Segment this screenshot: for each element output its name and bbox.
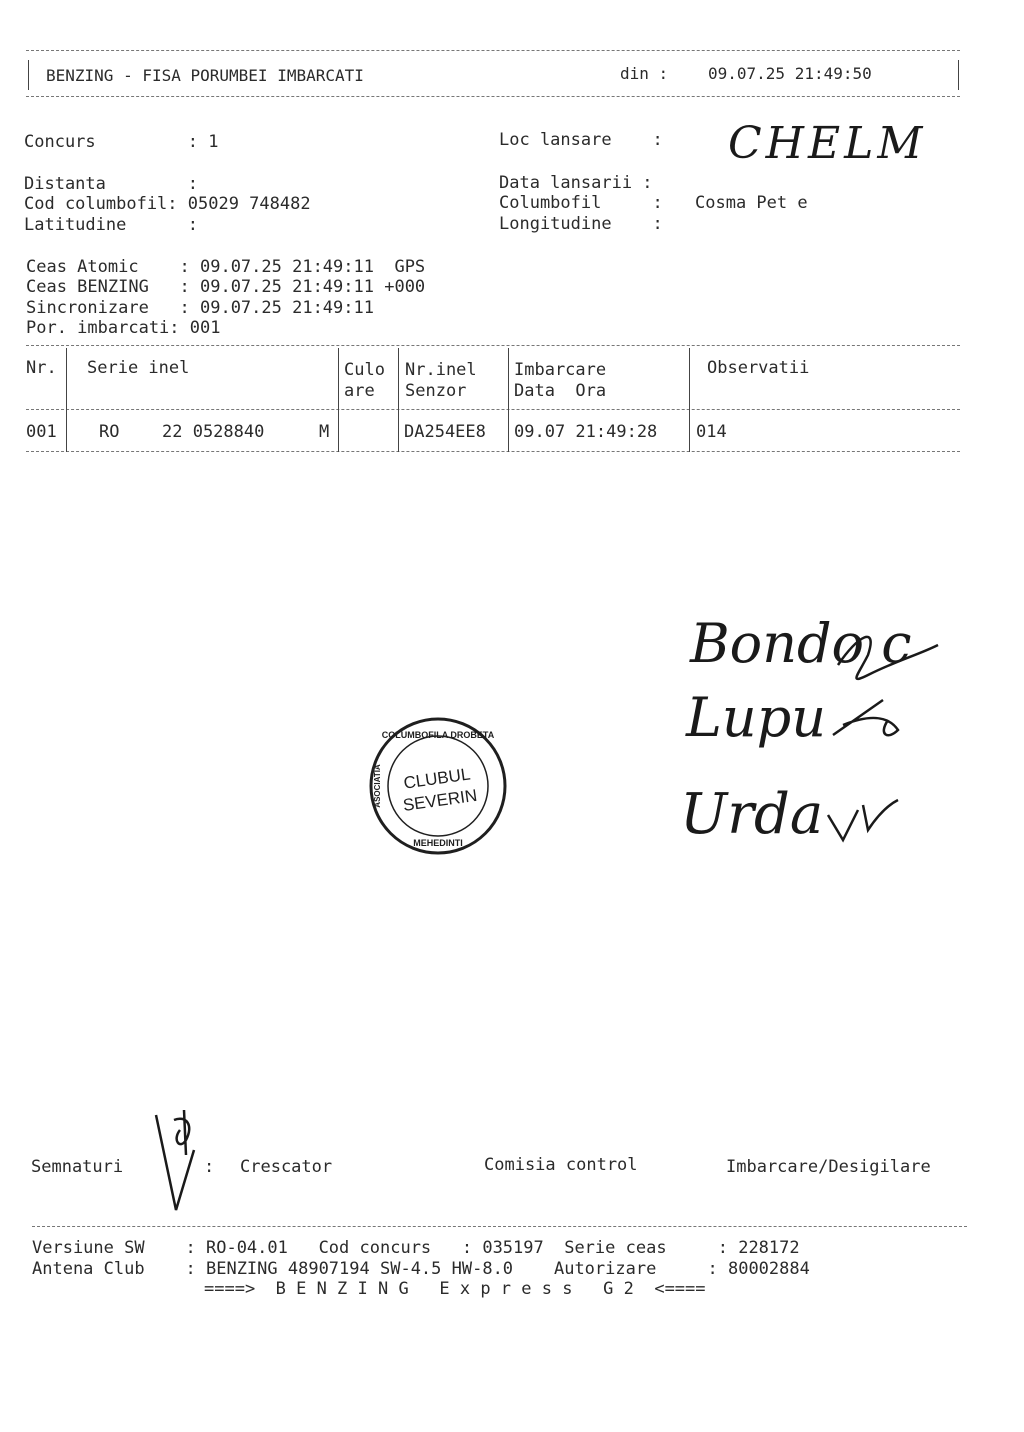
ceas-benzing-field: Ceas BENZING : 09.07.25 21:49:11 +000 bbox=[26, 277, 426, 297]
cod-columbofil-field: Cod columbofil: 05029 748482 bbox=[24, 194, 311, 214]
col-divider bbox=[689, 348, 690, 452]
por-imbarcati-field: Por. imbarcati: 001 bbox=[26, 318, 221, 338]
header-bottom-border bbox=[26, 96, 960, 97]
col-header-nrinel: Nr.inel bbox=[405, 360, 477, 380]
footer-line-2: Antena Club : BENZING 48907194 SW-4.5 HW-8.0 Autorizare : 80002884 bbox=[32, 1259, 810, 1279]
cell-nr: 001 bbox=[26, 422, 57, 442]
distanta-field: Distanta : bbox=[24, 174, 198, 194]
columbofil-value: Cosma Pet e bbox=[695, 193, 808, 213]
footer-line-1: Versiune SW : RO-04.01 Cod concurs : 035197 Serie ceas : 228172 bbox=[32, 1238, 800, 1258]
footer-line-3: ====> B E N Z I N G E x p r e s s G 2 <==== bbox=[204, 1279, 706, 1299]
col-header-imbarcare: Imbarcare bbox=[514, 360, 607, 380]
table-bottom-border bbox=[26, 451, 960, 452]
handwritten-loc-lansare: CHELM bbox=[728, 118, 927, 169]
data-lansarii-label: Data lansarii : bbox=[499, 173, 653, 193]
table-top-border bbox=[26, 345, 960, 346]
ceas-atomic-field: Ceas Atomic : 09.07.25 21:49:11 GPS bbox=[26, 257, 426, 277]
stamp-line2: SEVERIN bbox=[401, 785, 479, 815]
cell-observatii: 014 bbox=[696, 422, 727, 442]
din-label: din : bbox=[620, 64, 669, 83]
footer-border bbox=[32, 1226, 967, 1227]
comisia-label: Comisia control bbox=[484, 1155, 638, 1175]
cell-country: RO bbox=[99, 422, 120, 442]
col-header-observatii: Observatii bbox=[707, 358, 810, 378]
concurs-field: Concurs : 1 bbox=[24, 132, 219, 152]
stamp-left-text: ASOCIATIA bbox=[373, 764, 382, 808]
handwritten-name-3: Urda bbox=[680, 782, 824, 847]
cell-imbarcare: 09.07 21:49:28 bbox=[514, 422, 658, 442]
cell-serie: 22 0528840 bbox=[162, 422, 265, 442]
col-header-serie: Serie inel bbox=[87, 358, 190, 378]
stamp-line1: CLUBUL bbox=[402, 764, 472, 793]
latitudine-field: Latitudine : bbox=[24, 215, 198, 235]
cell-sex: M bbox=[319, 422, 330, 442]
col-header-culoare: Culo bbox=[344, 360, 385, 380]
longitudine-label: Longitudine : bbox=[499, 214, 663, 234]
header-left-border bbox=[28, 60, 29, 90]
imbarcare-desigilare-label: Imbarcare/Desigilare bbox=[726, 1157, 931, 1177]
col-divider bbox=[66, 348, 67, 452]
club-stamp bbox=[366, 716, 510, 856]
header-top-border bbox=[26, 50, 960, 51]
crescator-label: Crescator bbox=[240, 1157, 333, 1177]
columbofil-label: Columbofil : bbox=[499, 193, 663, 213]
stamp-top-text: COLUMBOFILA DROBETA bbox=[381, 730, 495, 740]
header-right-border bbox=[958, 60, 959, 90]
table-header-border bbox=[26, 409, 960, 410]
page-title: BENZING - FISA PORUMBEI IMBARCATI bbox=[46, 66, 364, 85]
semnaturi-label: Semnaturi bbox=[31, 1157, 124, 1177]
handwritten-initials bbox=[828, 615, 958, 845]
col-header-dataora: Data Ora bbox=[514, 381, 607, 401]
loc-lansare-label: Loc lansare : bbox=[499, 130, 663, 150]
stamp-bottom-text: MEHEDINTI bbox=[413, 838, 463, 848]
handwritten-name-1: Bondo c bbox=[690, 612, 912, 675]
col-header-senzor: Senzor bbox=[405, 381, 467, 401]
sincronizare-field: Sincronizare : 09.07.25 21:49:11 bbox=[26, 298, 374, 318]
crescator-signature bbox=[146, 1110, 206, 1220]
col-divider bbox=[338, 348, 339, 452]
din-value: 09.07.25 21:49:50 bbox=[708, 64, 872, 83]
col-header-nr: Nr. bbox=[26, 358, 57, 378]
handwritten-name-2: Lupu bbox=[686, 686, 826, 749]
semnaturi-colon: : bbox=[204, 1157, 215, 1177]
cell-senzor: DA254EE8 bbox=[404, 422, 486, 442]
col-divider bbox=[398, 348, 399, 452]
col-header-culoare-2: are bbox=[344, 381, 375, 401]
col-divider bbox=[508, 348, 509, 452]
